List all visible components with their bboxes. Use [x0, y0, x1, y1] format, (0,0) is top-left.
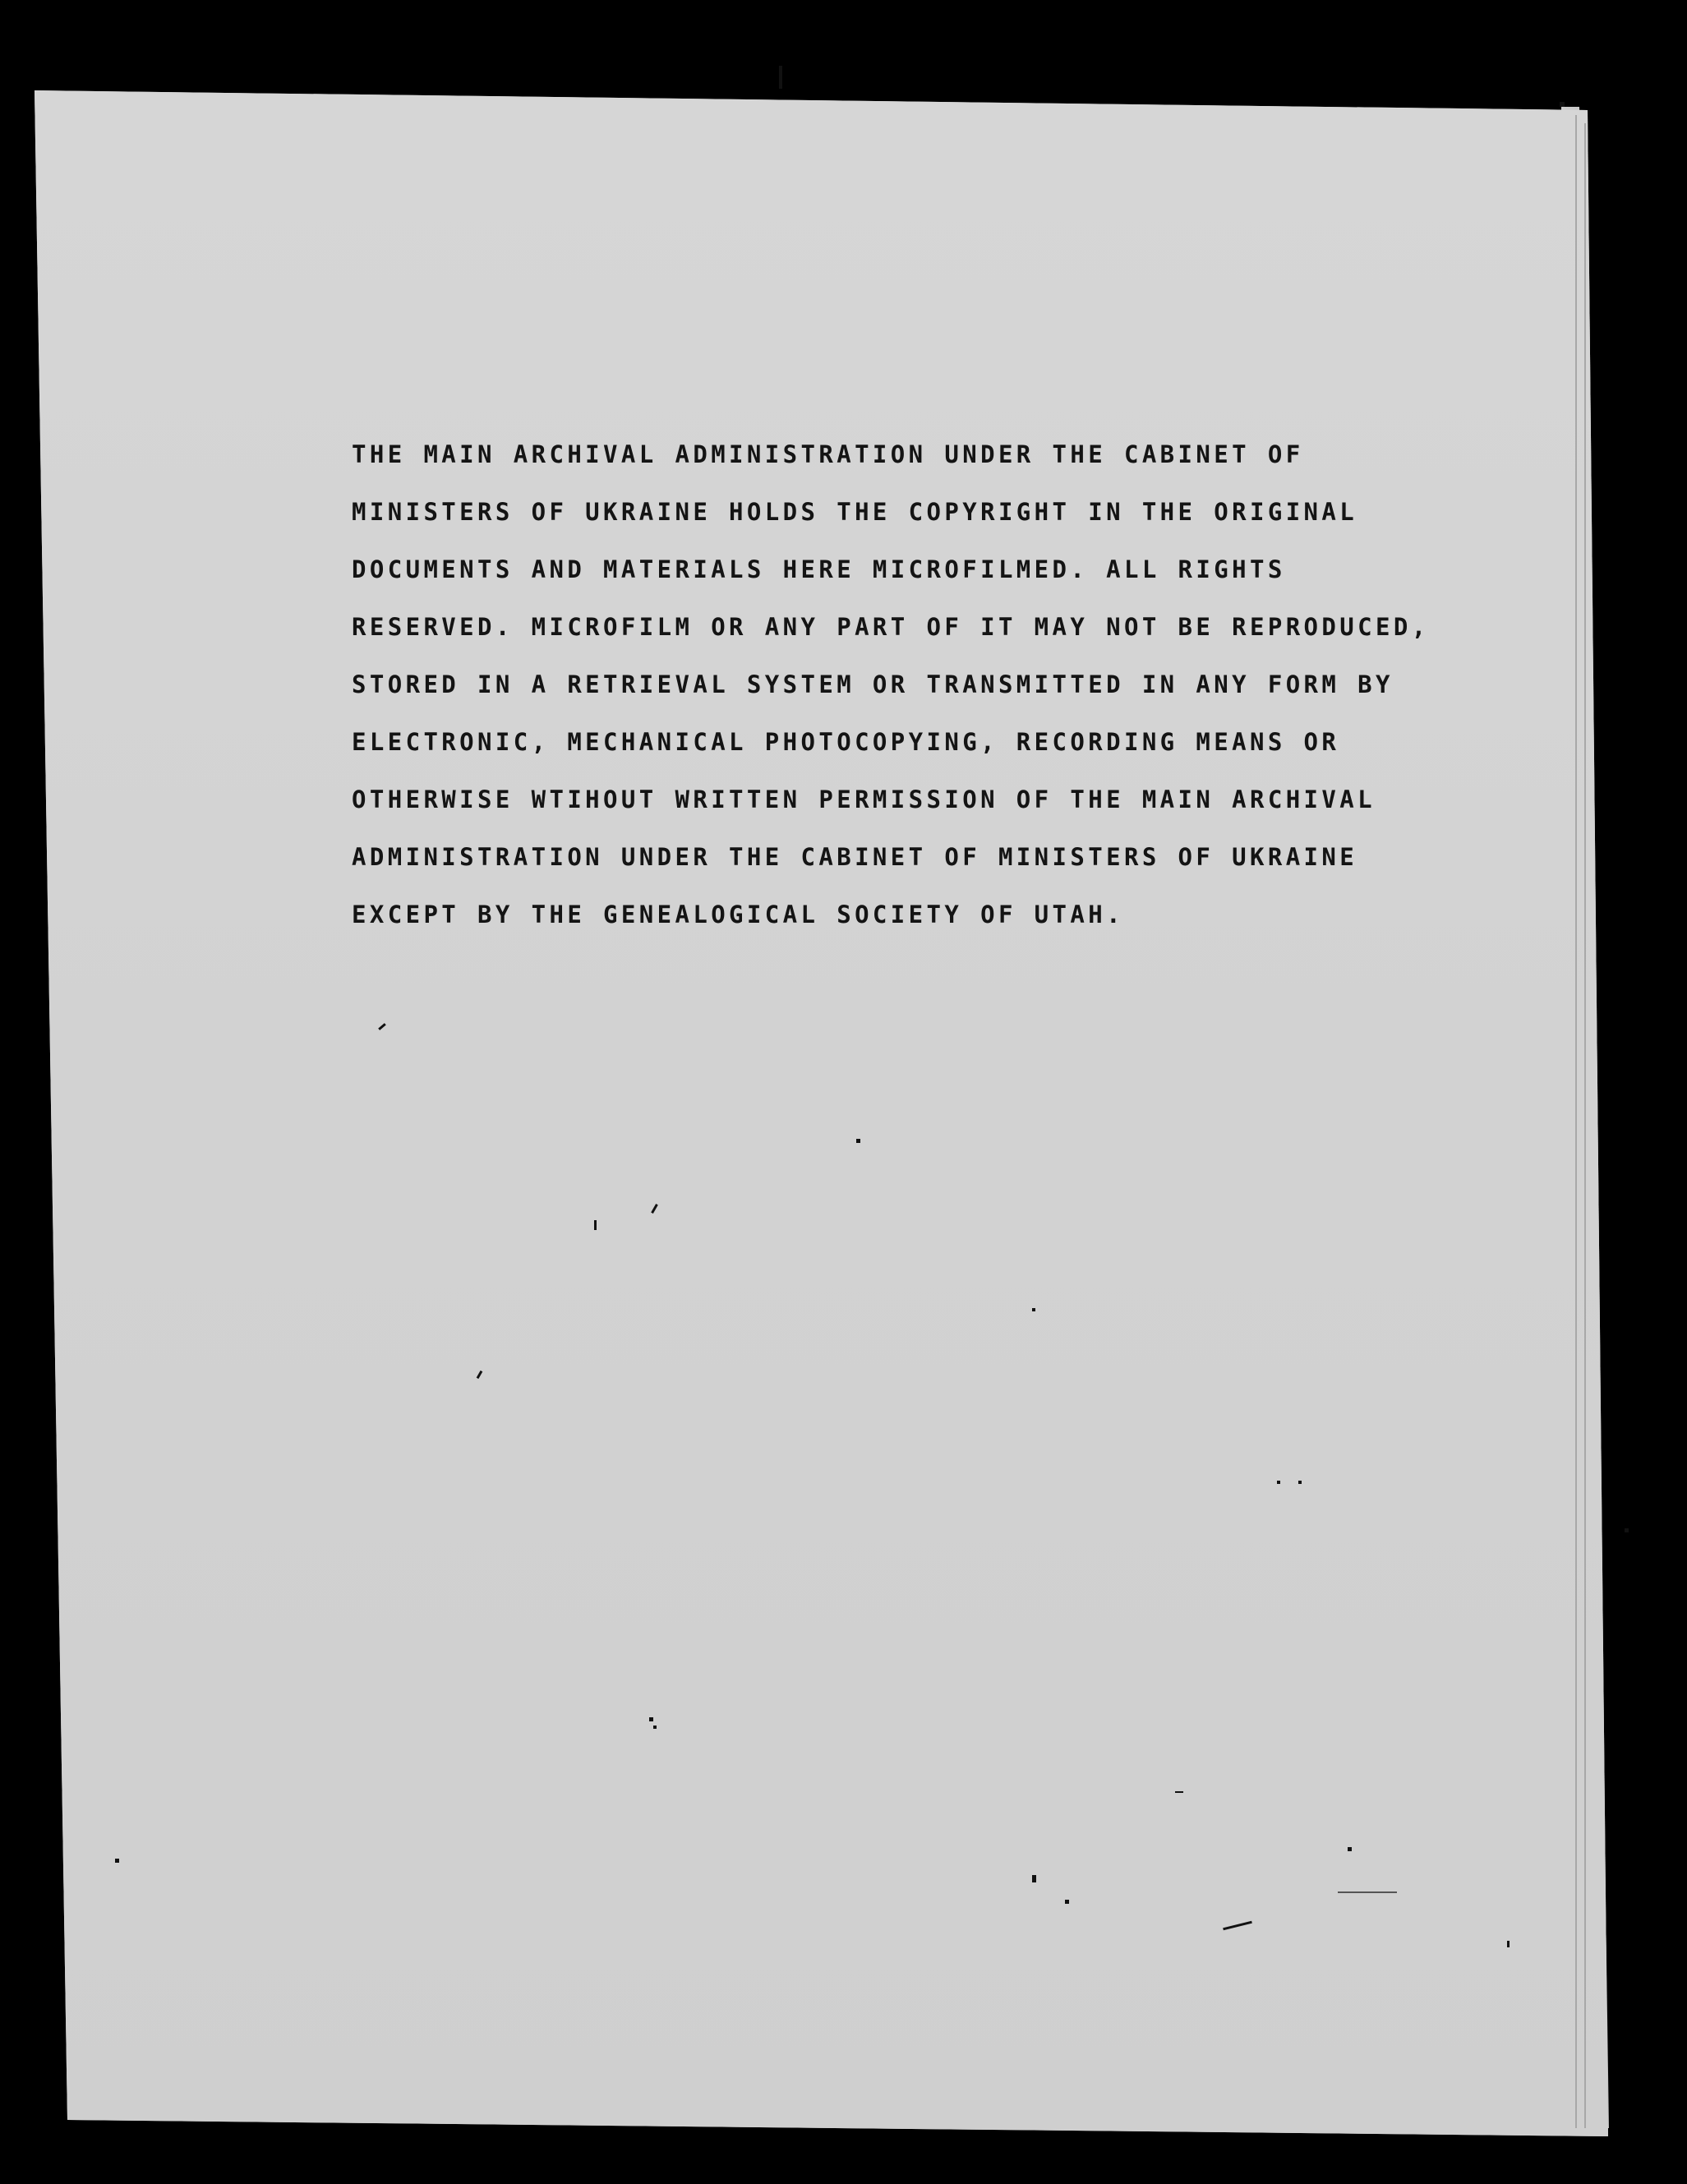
speck — [1625, 1528, 1629, 1532]
notice-line: MINISTERS OF UKRAINE HOLDS THE COPYRIGHT IN THE ORIGINAL — [352, 498, 1358, 526]
notice-line: DOCUMENTS AND MATERIALS HERE MICROFILMED. ALL RIGHTS — [352, 555, 1286, 583]
page-edge-line — [1575, 115, 1577, 2128]
speck — [594, 1220, 597, 1230]
speck — [653, 1726, 657, 1729]
film-mark — [779, 66, 782, 89]
notice-line: ELECTRONIC, MECHANICAL PHOTOCOPYING, RECORDING MEANS OR — [352, 728, 1340, 756]
notice-line: THE MAIN ARCHIVAL ADMINISTRATION UNDER THE CABINET OF — [352, 440, 1304, 468]
speck — [1348, 1847, 1352, 1851]
notice-line: ADMINISTRATION UNDER THE CABINET OF MINISTERS OF UKRAINE — [352, 843, 1358, 871]
speck — [1298, 1481, 1302, 1484]
speck — [1277, 1481, 1280, 1484]
film-mark — [1560, 102, 1565, 107]
page-edge-line — [1584, 123, 1586, 2128]
speck — [1175, 1791, 1183, 1793]
notice-line: OTHERWISE WTIHOUT WRITTEN PERMISSION OF THE MAIN ARCHIVAL — [352, 786, 1376, 813]
speck — [1338, 1891, 1397, 1893]
document-page — [35, 90, 1608, 2136]
speck — [1507, 1941, 1510, 1947]
speck — [856, 1139, 860, 1143]
speck — [649, 1717, 653, 1721]
notice-line: EXCEPT BY THE GENEALOGICAL SOCIETY OF UTAH. — [352, 901, 1124, 928]
speck — [1032, 1875, 1036, 1882]
speck — [115, 1859, 119, 1863]
notice-line: RESERVED. MICROFILM OR ANY PART OF IT MAY NOT BE REPRODUCED, — [352, 613, 1430, 641]
speck — [1032, 1308, 1035, 1311]
copyright-notice — [352, 426, 1430, 943]
notice-line: STORED IN A RETRIEVAL SYSTEM OR TRANSMITTED IN ANY FORM BY — [352, 670, 1394, 698]
speck — [1065, 1900, 1069, 1904]
